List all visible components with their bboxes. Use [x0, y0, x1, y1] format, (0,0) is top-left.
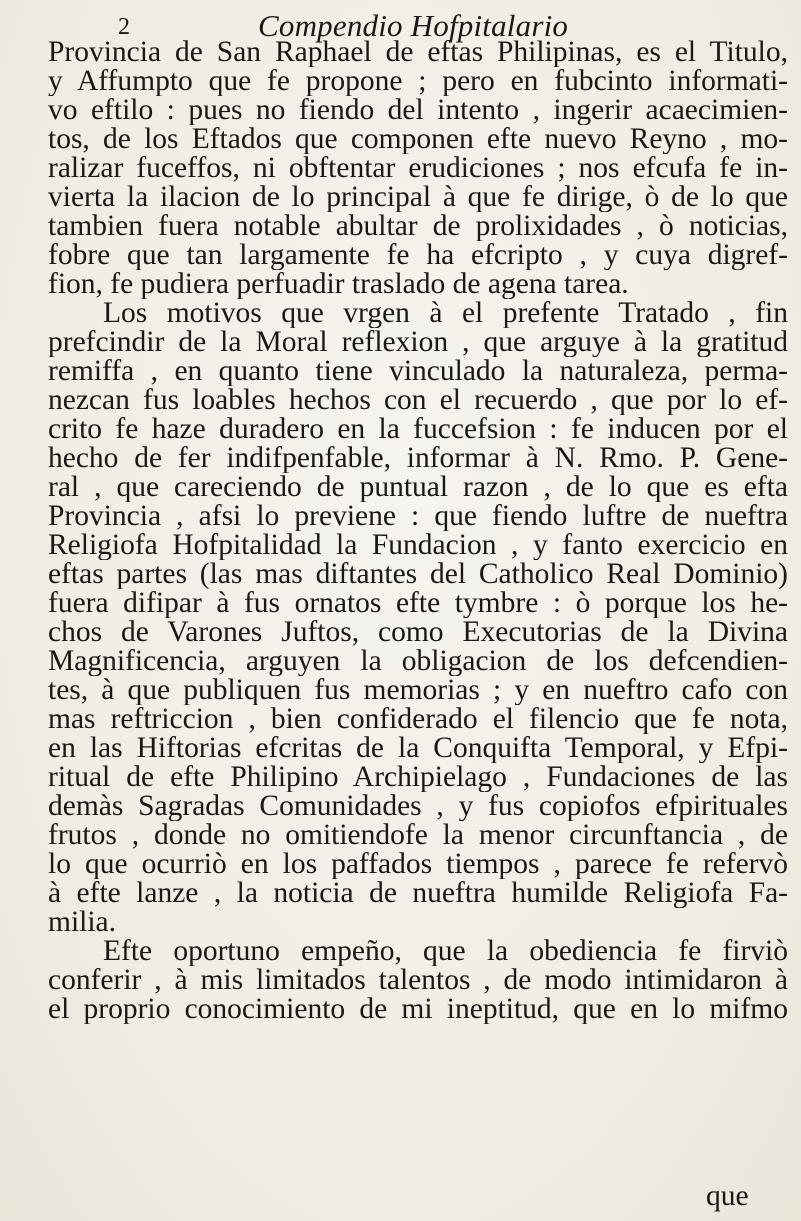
text-line: en las Hiftorias efcritas de la Conquifta Temporal, y Efpi- — [48, 734, 788, 763]
text-line: el proprio conocimiento de mi ineptitud, que en lo mifmo — [48, 995, 788, 1024]
text-line: Provincia , afsi lo previene : que fiendo luftre de nueftra — [48, 502, 788, 531]
text-line: hecho de fer indifpenfable, informar à N. Rmo. P. Gene- — [48, 444, 788, 473]
text-line: milia. — [48, 908, 117, 937]
text-line: fion, fe pudiera perfuadir traslado de agena tarea. — [48, 270, 629, 299]
text-line: Provincia de San Raphael de eftas Philipinas, es el Titulo, — [48, 38, 788, 67]
paragraph-start-line: Los motivos que vrgen à el prefente Tratado , fin — [103, 299, 788, 328]
text-line: crito fe haze duradero en la fuccefsion : fe inducen por el — [48, 415, 788, 444]
text-line: ritual de efte Philipino Archipielago , Fundaciones de las — [48, 763, 788, 792]
body-text — [48, 38, 788, 1024]
text-line: vo eftilo : pues no fiendo del intento , ingerir acaecimien- — [48, 96, 788, 125]
text-line: prefcindir de la Moral reflexion , que arguye à la gratitud — [48, 328, 788, 357]
text-line: y Affumpto que fe propone ; pero en fubcinto informati- — [48, 67, 788, 96]
text-line: tos, de los Eftados que componen efte nuevo Reyno , mo- — [48, 125, 788, 154]
text-line: tes, à que publiquen fus memorias ; y en nueftro cafo con — [48, 676, 788, 705]
text-line: Magnificencia, arguyen la obligacion de los defcendien- — [48, 647, 788, 676]
text-line: Religiofa Hofpitalidad la Fundacion , y fanto exercicio en — [48, 531, 788, 560]
text-line: tambien fuera notable abultar de prolixidades , ò noticias, — [48, 212, 788, 241]
text-line: frutos , donde no omitiendofe la menor circunftancia , de — [48, 821, 788, 850]
text-line: fobre que tan largamente fe ha efcripto , y cuya digref- — [48, 241, 788, 270]
page-number: 2 — [118, 14, 130, 40]
text-line: ralizar fuceffos, ni obftentar erudiciones ; nos efcufa fe in- — [48, 154, 788, 183]
text-line: à efte lanze , la noticia de nueftra humilde Religiofa Fa- — [48, 879, 788, 908]
text-line: lo que ocurriò en los paffados tiempos , parece fe refervò — [48, 850, 788, 879]
text-line: nezcan fus loables hechos con el recuerdo , que por lo ef- — [48, 386, 788, 415]
text-line: eftas partes (las mas diftantes del Catholico Real Dominio) — [48, 560, 788, 589]
text-line: ral , que careciendo de puntual razon , de lo que es efta — [48, 473, 788, 502]
page-header — [0, 6, 801, 42]
running-title: Compendio Hofpitalario — [258, 8, 569, 43]
text-line: vierta la ilacion de lo principal à que fe dirige, ò de lo que — [48, 183, 788, 212]
text-line: remiffa , en quanto tiene vinculado la naturaleza, perma- — [48, 357, 788, 386]
text-line: conferir , à mis limitados talentos , de modo intimidaron à — [48, 966, 788, 995]
text-line: fuera difipar à fus ornatos efte tymbre : ò porque los he- — [48, 589, 788, 618]
catchword: que — [706, 1180, 749, 1212]
text-line: demàs Sagradas Comunidades , y fus copiofos efpirituales — [48, 792, 788, 821]
paragraph-start-line: Efte oportuno empeño, que la obediencia fe firviò — [103, 937, 788, 966]
text-line: mas reftriccion , bien confiderado el filencio que fe nota, — [48, 705, 788, 734]
text-line: chos de Varones Juftos, como Executorias de la Divina — [48, 618, 788, 647]
